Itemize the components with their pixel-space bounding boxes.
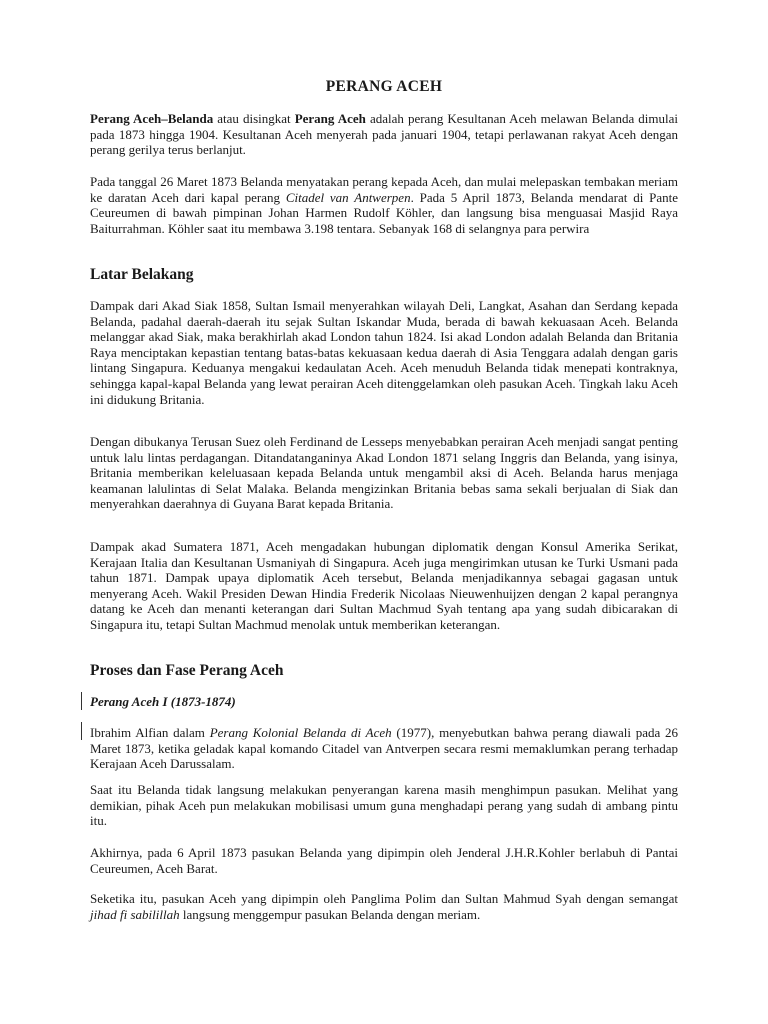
bold-term: Perang Aceh	[294, 111, 366, 126]
paragraph-penggempuran: Seketika itu, pasukan Aceh yang dipimpin oleh Panglima Polim dan Sultan Mahmud Syah dengan semangat jihad fi sabilillah langsung menggempur pasukan Belanda dengan meriam.	[90, 891, 678, 922]
bold-term: Perang Aceh–Belanda	[90, 111, 214, 126]
paragraph-intro: Perang Aceh–Belanda atau disingkat Perang Aceh adalah perang Kesultanan Aceh melawan Belanda dimulai pada 1873 hingga 1904. Kesultanan Aceh menyerah pada januari 1904, tetapi perlawanan rakyat Aceh dengan perang gerilya terus berlanjut.	[90, 111, 679, 158]
paragraph-akad-siak: Dampak dari Akad Siak 1858, Sultan Ismail menyerahkan wilayah Deli, Langkat, Asahan dan Serdang kepada Belanda, padahal daerah-daerah itu sejak Sultan Iskandar Muda, berada di bawah kekuasaan Aceh. Belanda melanggar akad Siak, maka berakhirlah akad London tahun 1824. Isi akad London adalah Belanda dan Britania Raya menciptakan kepastian tentang batas-batas kekuasaan kedua daerah di Asia Tenggara adalah dengan garis lintang Singapura. Keduanya mengakui kedaulatan Aceh. Aceh menuduh Belanda tidak menepati kontraknya, sehingga kapal-kapal Belanda yang lewat perairan Aceh ditenggelamkan oleh pasukan Aceh. Tingkah laku Aceh ini didukung Britania.	[90, 298, 678, 407]
heading-proses-fase: Proses dan Fase Perang Aceh	[90, 662, 284, 679]
text-cursor-marker	[81, 692, 82, 710]
document-title: PERANG ACEH	[325, 78, 443, 95]
paragraph-mobilisasi: Saat itu Belanda tidak langsung melakukan penyerangan karena masih menghimpun pasukan. Melihat yang demikian, pihak Aceh pun melakukan mobilisasi umum guna menghadapi perang yang sudah di ambang pintu itu.	[90, 782, 678, 829]
italic-term: jihad fi sabilillah	[90, 906, 180, 922]
text-cursor-marker	[81, 722, 82, 740]
paragraph-pendaratan: Akhirnya, pada 6 April 1873 pasukan Belanda yang dipimpin oleh Jenderal J.H.R.Kohler berlabuh di Pantai Ceureumen, Aceh Barat.	[90, 845, 678, 876]
heading-latar-belakang: Latar Belakang	[90, 266, 194, 283]
paragraph-declaration: Pada tanggal 26 Maret 1873 Belanda menyatakan perang kepada Aceh, dan mulai melepaskan tembakan meriam ke daratan Aceh dari kapal perang Citadel van Antwerpen. Pada 5 April 1873, Belanda mendarat di Pante Ceureumen di bawah pimpinan Johan Harmen Rudolf Köhler, dan langsung bisa menguasai Masjid Raya Baiturrahman. Köhler saat itu membawa 3.198 tentara. Sebanyak 168 di selangnya para perwira	[90, 174, 679, 236]
heading-perang-aceh-1: Perang Aceh I (1873-1874)	[90, 694, 236, 709]
paragraph-ibrahim-alfian: Ibrahim Alfian dalam Perang Kolonial Belanda di Aceh (1977), menyebutkan bahwa perang diawali pada 26 Maret 1873, ketika geladak kapal komando Citadel van Antverpen secara resmi memaklumkan perang terhadap Kerajaan Aceh Darussalam.	[90, 725, 678, 772]
italic-term: Citadel van Antwerpen	[285, 189, 411, 205]
paragraph-terusan-suez: Dengan dibukanya Terusan Suez oleh Ferdinand de Lesseps menyebabkan perairan Aceh menjadi sangat penting untuk lalu lintas perdagangan. Ditandatanganinya Akad London 1871 selang Inggris dan Belanda, yang isinya, Britania memberikan keleluasaan kepada Belanda untuk mengambil aksi di Aceh. Belanda harus menjaga keamanan lalulintas di Selat Malaka. Belanda mengizinkan Britania bebas sama sekali berjualan di Siak dan menyerahkan daerahnya di Guyana Barat kepada Britania.	[90, 434, 678, 512]
paragraph-akad-sumatera: Dampak akad Sumatera 1871, Aceh mengadakan hubungan diplomatik dengan Konsul Amerika Serikat, Kerajaan Italia dan Kesultanan Usmaniyah di Singapura. Aceh juga mengirimkan utusan ke Turki Usmani pada tahun 1871. Dampak upaya diplomatik Aceh tersebut, Belanda menjadikannya sebagai gagasan untuk menyerang Aceh. Wakil Presiden Dewan Hindia Frederik Nicolaas Nieuwenhuijzen dengan 2 kapal perangnya datang ke Aceh dan menanti keterangan dari Sultan Machmud Syah tentang apa yang sudah dibicarakan di Singapura itu, tetapi Sultan Machmud menolak untuk memberikan keterangan.	[90, 539, 678, 632]
italic-term: Perang Kolonial Belanda di Aceh	[209, 725, 392, 740]
